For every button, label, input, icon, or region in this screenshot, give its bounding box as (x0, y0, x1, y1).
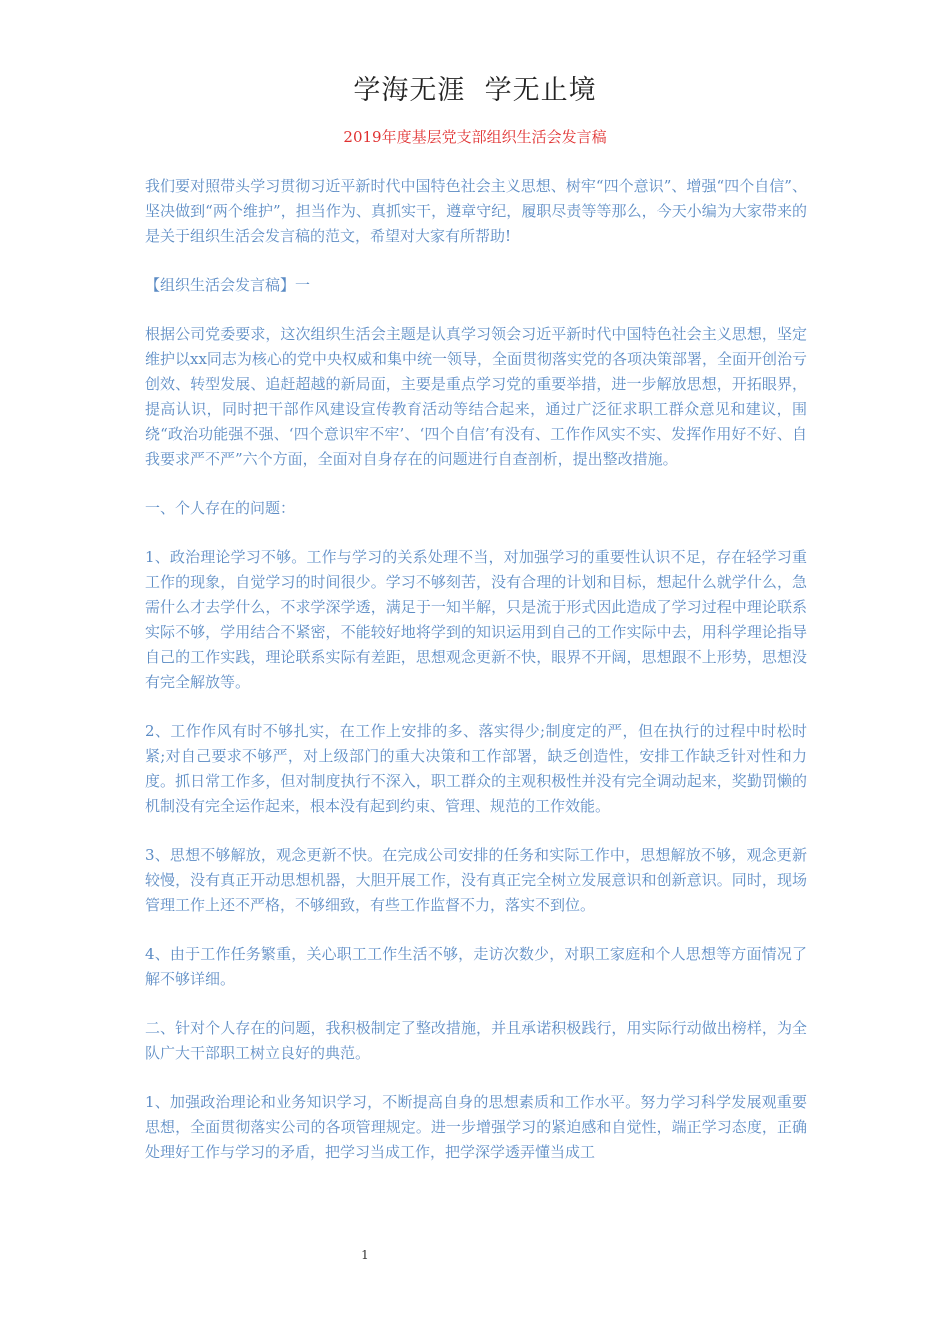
list-item: 2、工作作风有时不够扎实，在工作上安排的多、落实得少;制度定的严，但在执行的过程中时松时紧;对自己要求不够严，对上级部门的重大决策和工作部署，缺乏创造性，安排工作缺乏针对性和力度。抓日常工作多，但对制度执行不深入，职工群众的主观积极性并没有完全调动起来，奖勤罚懒的机制没有完全运作起来，根本没有起到约束、管理、规范的工作效能。 (145, 722, 807, 815)
document-body (145, 174, 807, 1165)
section-heading: 【组织生活会发言稿】一 (145, 276, 311, 294)
header-title: 学海无涯 学无止境 (353, 75, 597, 106)
list-item: 4、由于工作任务繁重，关心职工工作生活不够，走访次数少，对职工家庭和个人思想等方面情况了解不够详细。 (145, 945, 807, 988)
page-number: 1 (361, 1248, 369, 1262)
list-item: 1、加强政治理论和业务知识学习，不断提高自身的思想素质和工作水平。努力学习科学发展观重要思想，全面贯彻落实公司的各项管理规定。进一步增强学习的紧迫感和自觉性，端正学习态度，正确处理好工作与学习的矛盾，把学习当成工作，把学深学透弄懂当成工 (145, 1093, 807, 1161)
document-title: 2019年度基层党支部组织生活会发言稿 (343, 128, 607, 146)
body-paragraph: 根据公司党委要求，这次组织生活会主题是认真学习领会习近平新时代中国特色社会主义思想，坚定维护以xx同志为核心的党中央权威和集中统一领导，全面贯彻落实党的各项决策部署，全面开创治亏创效、转型发展、追赶超越的新局面，主要是重点学习党的重要举措，进一步解放思想，开拓眼界，提高认识，同时把干部作风建设宣传教育活动等结合起来，通过广泛征求职工群众意见和建议，围绕“政治功能强不强、‘四个意识牢不牢’、‘四个自信’有没有、工作作风实不实、发挥作用好不好、自我要求严不严”六个方面，全面对自身存在的问题进行自查剖析，提出整改措施。 (145, 325, 807, 468)
section-heading: 一、个人存在的问题： (145, 499, 296, 517)
section-heading: 二、针对个人存在的问题，我积极制定了整改措施，并且承诺积极践行，用实际行动做出榜样，为全队广大干部职工树立良好的典范。 (145, 1019, 807, 1062)
intro-paragraph: 我们要对照带头学习贯彻习近平新时代中国特色社会主义思想、树牢“四个意识”、增强“四个自信”、坚决做到“两个维护”，担当作为、真抓实干，遵章守纪，履职尽责等等那么，今天小编为大家带来的是关于组织生活会发言稿的范文，希望对大家有所帮助! (145, 177, 807, 245)
list-item: 3、思想不够解放，观念更新不快。在完成公司安排的任务和实际工作中，思想解放不够，观念更新较慢，没有真正开动思想机器，大胆开展工作，没有真正完全树立发展意识和创新意识。同时，现场 管理工作上还不严格，不够细致，有些工作监督不力，落实不到位。 (145, 846, 807, 914)
list-item: 1、政治理论学习不够。工作与学习的关系处理不当，对加强学习的重要性认识不足，存在轻学习重工作的现象，自觉学习的时间很少。学习不够刻苦，没有合理的计划和目标，想起什么就学什么，急需什么才去学什么，不求学深学透，满足于一知半解，只是流于形式因此造成了学习过程中理论联系实际不够，学用结合不紧密，不能较好地将学到的知识运用到自己的工作实际中去，用科学理论指导自己的工作实践，理论联系实际有差距，思想观念更新不快，眼界不开阔，思想跟不上形势，思想没有完全解放等。 (145, 548, 807, 691)
